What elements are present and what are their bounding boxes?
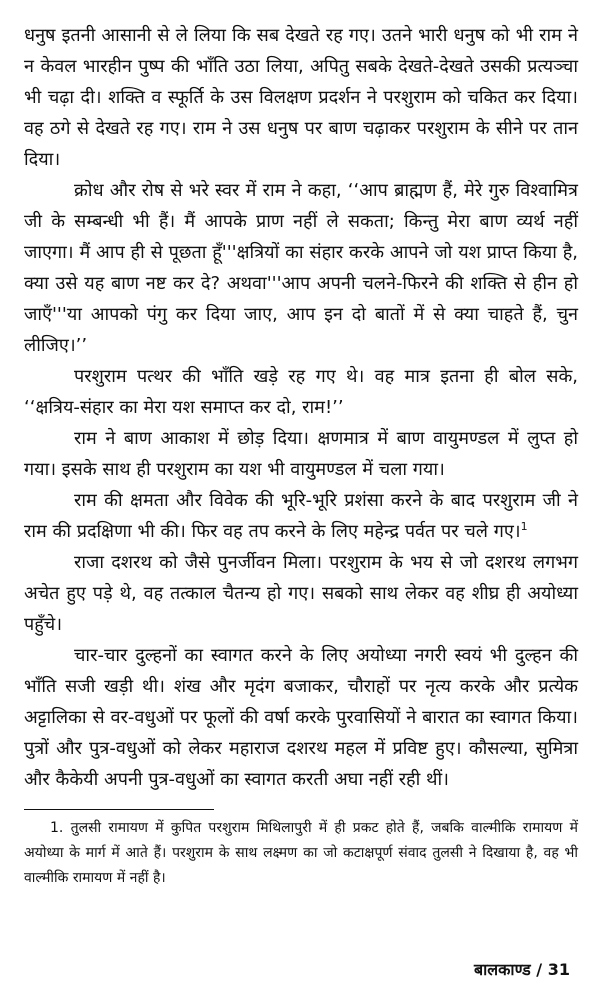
paragraph-7: चार-चार दुल्हनों का स्वागत करने के लिए अयोध्या नगरी स्वयं भी दुल्हन की भाँति सजी खड़ी थी। शंख और मृदंग बजाकर, चौराहों पर नृत्य करके और प्रत्येक अट्टालिका से वर-वधुओं पर फूलों की वर्षा करके पुरवासियों ने बारात का स्वागत किया। पुत्रों और पुत्र-वधुओं को लेकर महाराज दशरथ महल में प्रविष्ट हुए। कौसल्या, सुमित्रा और कैकेयी अपनी पुत्र-वधुओं का स्वागत करती अघा नहीं रही थीं। [24,645,578,790]
paragraph-5-text: राम की क्षमता और विवेक की भूरि-भूरि प्रशंसा करने के बाद परशुराम जी ने राम की प्रदक्षिणा भी की। फिर वह तप करने के लिए महेन्द्र पर्वत पर चले गए। [24,490,578,542]
footnote-section [24,816,578,891]
paragraph-1: धनुष इतनी आसानी से ले लिया कि सब देखते रह गए। उतने भारी धनुष को भी राम ने न केवल भारहीन पुष्प की भाँति उठा लिया, अपितु सबके देखते-देखते उसकी प्रत्यञ्चा भी चढ़ा दी। शक्ति व स्फूर्ति के उस विलक्षण प्रदर्शन ने परशुराम को चकित कर दिया। वह ठगे से देखते रह गए। राम ने उस धनुष पर बाण चढ़ाकर परशुराम के सीने पर तान दिया। [24,25,578,170]
paragraph-4: राम ने बाण आकाश में छोड़ दिया। क्षणमात्र में बाण वायुमण्डल में लुप्त हो गया। इसके साथ ही परशुराम का यश भी वायुमण्डल में चला गया। [24,428,578,480]
paragraph-3: परशुराम पत्थर की भाँति खड़े रह गए थे। वह मात्र इतना ही बोल सके, ‘‘क्षत्रिय-संहार का मेरा यश समाप्त कर दो, राम!’’ [24,366,578,418]
footnote-text: 1. तुलसी रामायण में कुपित परशुराम मिथिलापुरी में ही प्रकट होते हैं, जबकि वाल्मीकि रामायण में अयोध्या के मार्ग में आते हैं। परशुराम के साथ लक्ष्मण का जो कटाक्षपूर्ण संवाद तुलसी ने दिखाया है, वह भी वाल्मीकि रामायण में नहीं है। [24,820,578,886]
running-footer: बालकाण्ड / 31 [474,960,570,979]
paragraph-5 [24,485,578,547]
footnote-divider [24,809,214,810]
footnote-reference: 1 [520,520,528,533]
paragraph-6: राजा दशरथ को जैसे पुनर्जीवन मिला। परशुराम के भय से जो दशरथ लगभग अचेत हुए पड़े थे, वह तत्काल चैतन्य हो गए। सबको साथ लेकर वह शीघ्र ही अयोध्या पहुँचे। [24,552,578,635]
main-text [24,20,578,795]
paragraph-2: क्रोध और रोष से भरे स्वर में राम ने कहा, ‘‘आप ब्राह्मण हैं, मेरे गुरु विश्वामित्र जी के सम्बन्धी भी हैं। मैं आपके प्राण नहीं ले सकता; किन्तु मेरा बाण व्यर्थ नहीं जाएगा। मैं आप ही से पूछता हूँ'''क्षत्रियों का संहार करके आपने जो यश प्राप्त किया है, क्या उसे यह बाण नष्ट कर दे? अथवा'''आप अपनी चलने-फिरने की शक्ति से हीन हो जाएँ'''या आपको पंगु कर दिया जाए, आप इन दो बातों में से क्या चाहते हैं, चुन लीजिए।’’ [24,180,578,356]
